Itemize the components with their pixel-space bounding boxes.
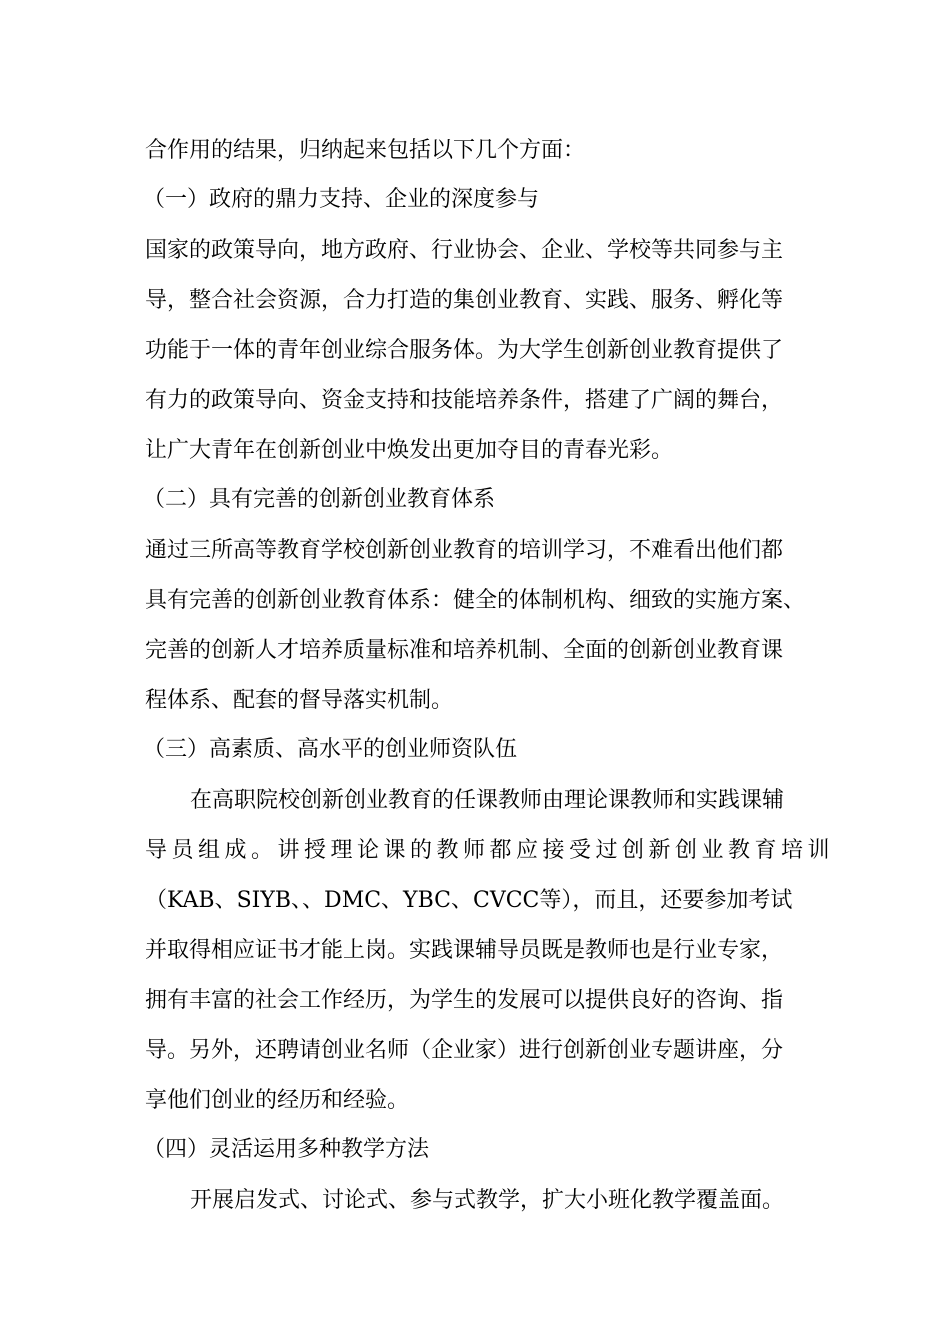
paragraph-line: 国家的政策导向，地方政府、行业协会、企业、学校等共同参与主	[145, 238, 784, 263]
paragraph-line: 通过三所高等教育学校创新创业教育的培训学习，不难看出他们都	[145, 538, 784, 563]
paragraph-line: 有力的政策导向、资金支持和技能培养条件，搭建了广阔的舞台，	[145, 388, 784, 413]
section-heading-3: （三）高素质、高水平的创业师资队伍	[143, 737, 518, 762]
paragraph-line: 导。另外，还聘请创业名师（企业家）进行创新创业专题讲座，分	[145, 1038, 784, 1063]
paragraph-line: 在高职院校创新创业教育的任课教师由理论课教师和实践课辅	[190, 788, 785, 813]
paragraph-line: 合作用的结果，归纳起来包括以下几个方面：	[145, 138, 586, 163]
section-heading-1: （一）政府的鼎力支持、企业的深度参与	[143, 187, 540, 212]
paragraph-line: 享他们创业的经历和经验。	[145, 1088, 410, 1113]
section-heading-2: （二）具有完善的创新创业教育体系	[143, 487, 496, 512]
paragraph-line: （KAB、SIYB、、DMC、YBC、CVCC等），而且，还要参加考试	[145, 888, 793, 913]
paragraph-line: 导，整合社会资源，合力打造的集创业教育、实践、服务、孵化等	[145, 288, 784, 313]
paragraph-line: 开展启发式、讨论式、参与式教学，扩大小班化教学覆盖面。	[190, 1188, 785, 1213]
paragraph-line: 导员组成。讲授理论课的教师都应接受过创新创业教育培训	[145, 838, 835, 863]
paragraph-line: 功能于一体的青年创业综合服务体。为大学生创新创业教育提供了	[145, 338, 784, 363]
paragraph-line: 让广大青年在创新创业中焕发出更加夺目的青春光彩。	[145, 438, 674, 463]
paragraph-line: 具有完善的创新创业教育体系：健全的体制机构、细致的实施方案、	[145, 588, 806, 613]
paragraph-line: 程体系、配套的督导落实机制。	[145, 688, 454, 713]
paragraph-line: 完善的创新人才培养质量标准和培养机制、全面的创新创业教育课	[145, 638, 784, 663]
paragraph-line: 拥有丰富的社会工作经历，为学生的发展可以提供良好的咨询、指	[145, 988, 784, 1013]
paragraph-line: 并取得相应证书才能上岗。实践课辅导员既是教师也是行业专家，	[145, 938, 784, 963]
section-heading-4: （四）灵活运用多种教学方法	[143, 1137, 430, 1162]
